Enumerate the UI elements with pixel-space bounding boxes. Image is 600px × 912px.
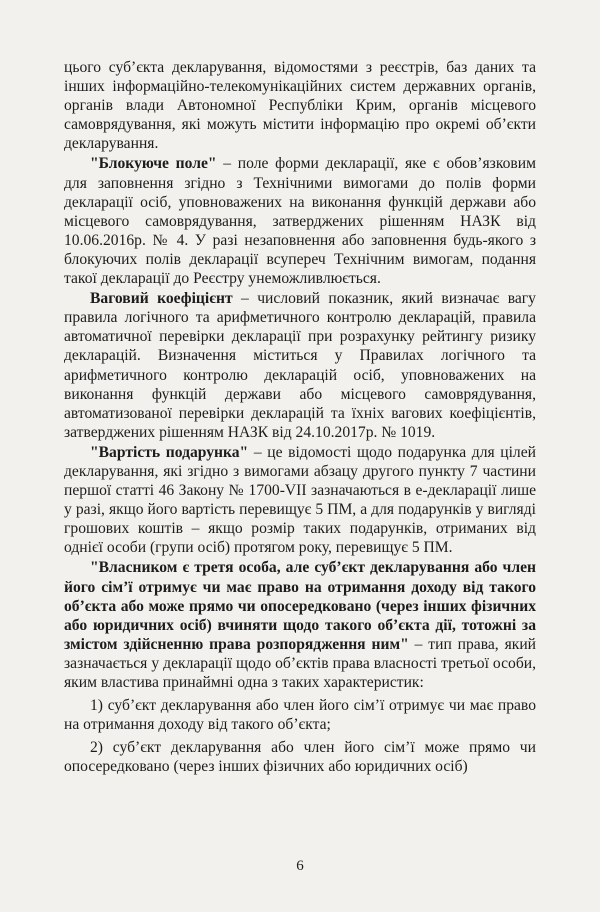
list-item: 1) суб’єкт декларування або член його сім’ї отримує чи має право на отримання доходу від такого об’єкта; [64, 697, 536, 734]
definition-text: – це відомості щодо подарунка для цілей декларування, які згідно з вимогами абзацу другого пункту 7 частини першої статті 46 Закону № 1700-VII зазначаються в е-декларації лише у разі, якщо його вартість перевищує 5 ПМ, а для подарунків у вигляді грошових коштів – якщо розмір таких подарунків, отриманих від однієї особи (групи осіб) протягом року, перевищує 5 ПМ. [64, 443, 536, 557]
definition-gift-value [64, 443, 536, 558]
term-weight-coefficient: Ваговий коефіцієнт [90, 290, 233, 308]
definition-weight-coefficient [64, 289, 536, 442]
definition-text: – числовий показник, який визначає вагу правила логічного та арифметичного контролю декларацій, правила автоматичної перевірки декларації при розрахунку рейтингу ризику декларацій. Визначення міститься у Правилах логічного та арифметичного контролю декларацій осіб, уповноважених на виконання функцій держави або місцевого самоврядування, автоматизованої перевірки декларацій та їхніх вагових коефіцієнтів, затверджених рішенням НАЗК від 24.10.2017р. № 1019. [64, 290, 536, 441]
definition-text: – тип права, який зазначається у декларації щодо об’єктів права власності третьої особи, яким властива принаймні одна з таких характеристик: [64, 635, 537, 691]
list-item: 2) суб’єкт декларування або член його сім’ї може прямо чи опосередковано (через інших фізичних або юридичних осіб) [64, 739, 536, 776]
page-number: 6 [296, 857, 304, 874]
term-blocking-field: "Блокуюче поле" [90, 155, 217, 173]
term-gift-value: "Вартість подарунка" [90, 443, 249, 461]
paragraph-continuation: цього суб’єкта декларування, відомостями з реєстрів, баз даних та інших інформаційно-телекомунікаційних систем державних органів, органів влади Автономної Республіки Крим, органів місцевого самоврядування, які можуть містити інформацію про окремі об’єкти декларування. [64, 59, 536, 153]
definition-third-party-owner [64, 558, 536, 692]
term-third-party-owner: "Власником є третя особа, але суб’єкт декларування або член його сім’ї отримує чи має право на отримання доходу від такого об’єкта або може прямо чи опосередковано (через інших фізичних або юридичних осіб) вчиняти щодо такого об’єкта дії, тотожні за змістом здійсненню права розпорядження ним" [64, 559, 536, 653]
definition-blocking-field [64, 154, 536, 288]
definition-text: – поле форми декларації, яке є обов’язковим для заповнення згідно з Технічними вимогами до полів форми декларації осіб, уповноважених на виконання функцій держави або місцевого самоврядування, затверджених рішенням НАЗК від 10.06.2016р. № 4. У разі незаповнення або заповнення будь-якого з блокуючих полів декларації всупереч Технічним вимогам, подання такої декларації до Реєстру унеможливлюється. [64, 155, 536, 288]
